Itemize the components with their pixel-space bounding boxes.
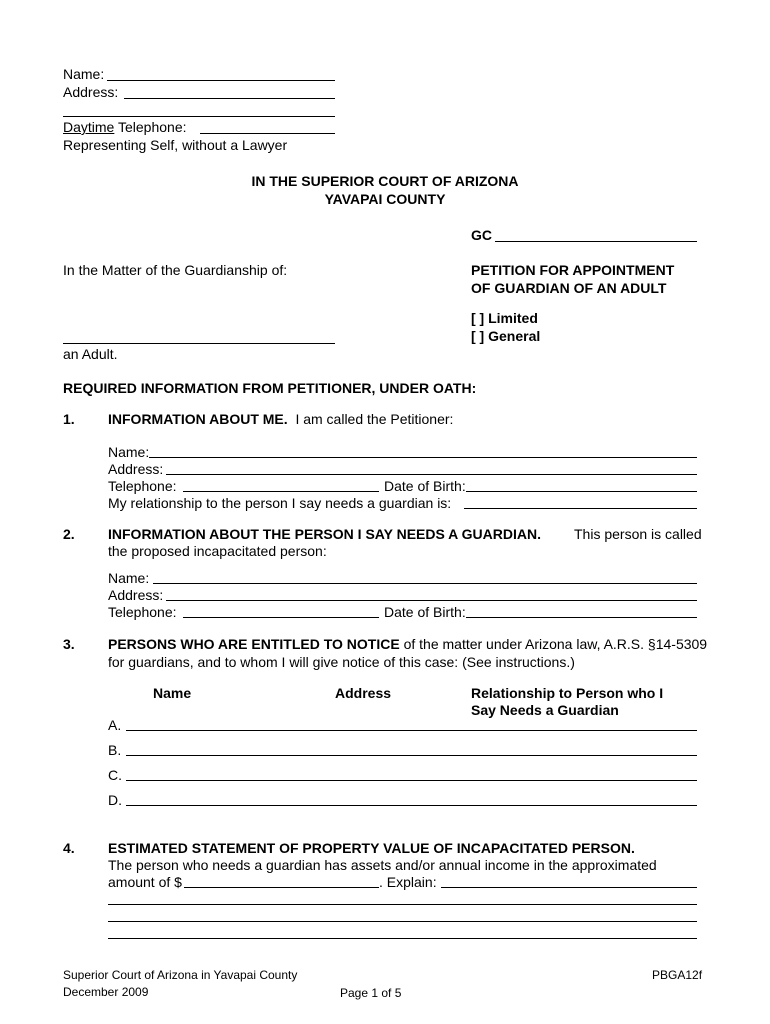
header-address-field[interactable] [124,98,335,99]
s1-relationship-field[interactable] [464,508,697,509]
header-telephone-label [63,119,187,136]
section-3-line-1 [108,636,707,653]
s1-dob-label: Date of Birth: [384,478,466,494]
s2-address-label: Address: [108,587,164,603]
notice-row-d-label: D. [108,792,122,808]
footer-date: December 2009 [63,985,149,999]
s1-address-label: Address: [108,461,164,477]
s2-dob-label: Date of Birth: [384,604,466,620]
amount-field[interactable] [184,887,379,888]
s1-relationship-label: My relationship to the person I say needs a guardian is: [108,495,452,511]
petition-title-2: OF GUARDIAN OF AN ADULT [471,280,667,296]
s2-address-field[interactable] [166,600,697,601]
section-4-text-1: The person who needs a guardian has assets and/or annual income in the approximated [108,857,657,873]
col-name-header: Name [153,685,192,701]
s1-address-field[interactable] [166,474,697,475]
s2-dob-field[interactable] [466,617,697,618]
col-relationship-header-2: Say Needs a Guardian [471,702,619,718]
footer-court: Superior Court of Arizona in Yavapai County [63,968,298,982]
required-heading: REQUIRED INFORMATION FROM PETITIONER, UNDER OATH: [63,380,477,396]
ward-name-field[interactable] [63,343,335,344]
notice-row-b-label: B. [108,742,122,758]
representing-text: Representing Self, without a Lawyer [63,137,288,153]
s1-name-field[interactable] [149,457,697,458]
col-address-header: Address [335,685,392,701]
telephone-word: Telephone: [114,119,187,135]
header-address-label: Address: [63,84,119,100]
matter-text: In the Matter of the Guardianship of: [63,262,288,278]
s2-name-field[interactable] [153,583,697,584]
s1-telephone-field[interactable] [183,491,379,492]
court-line-2: YAVAPAI COUNTY [324,191,446,207]
section-1-text: I am called the Petitioner: [295,411,454,427]
gc-field[interactable] [495,241,697,242]
section-3-text-2: for guardians, and to whom I will give notice of this case: (See instructions.) [108,654,575,670]
section-2-text-2: the proposed incapacitated person: [108,543,327,559]
header-name-label: Name: [63,66,105,82]
section-2-number: 2. [63,526,75,542]
footer-form-id: PBGA12f [652,968,703,982]
s1-dob-field[interactable] [466,491,697,492]
amount-label: amount of $ [108,874,182,890]
col-relationship-header-1: Relationship to Person who I [471,685,664,701]
section-4-number: 4. [63,840,75,856]
s1-telephone-label: Telephone: [108,478,177,494]
notice-row-a-field[interactable] [126,730,697,731]
explain-field-2[interactable] [108,904,697,905]
notice-row-c-label: C. [108,767,122,783]
section-3-heading: PERSONS WHO ARE ENTITLED TO NOTICE [108,636,400,652]
explain-field-4[interactable] [108,938,697,939]
section-1-intro [108,411,453,428]
header-telephone-field[interactable] [200,133,335,134]
explain-field[interactable] [441,887,697,888]
explain-label: . Explain: [379,874,437,890]
s2-name-label: Name: [108,570,150,586]
s2-telephone-field[interactable] [183,617,379,618]
header-name-field[interactable] [107,80,335,81]
court-line-1: IN THE SUPERIOR COURT OF ARIZONA [251,173,519,189]
petition-title-1: PETITION FOR APPOINTMENT [471,262,675,278]
section-3-number: 3. [63,636,75,652]
section-4-heading: ESTIMATED STATEMENT OF PROPERTY VALUE OF INCAPACITATED PERSON. [108,840,635,856]
gc-label: GC [471,227,492,243]
an-adult-text: an Adult. [63,346,118,362]
section-2-text-1: This person is called [574,526,702,542]
explain-field-3[interactable] [108,921,697,922]
limited-checkbox[interactable]: [ ] Limited [471,310,538,326]
header-address-field-2[interactable] [63,116,335,117]
section-3-text-1: of the matter under Arizona law, A.R.S. §14-5309 [399,636,708,652]
s1-name-label: Name: [108,444,150,460]
notice-row-a-label: A. [108,717,122,733]
s2-telephone-label: Telephone: [108,604,177,620]
section-2-heading: INFORMATION ABOUT THE PERSON I SAY NEEDS A GUARDIAN. [108,526,541,542]
footer-page-number: Page 1 of 5 [340,986,402,1000]
section-1-heading: INFORMATION ABOUT ME. [108,411,288,427]
section-1-number: 1. [63,411,75,427]
notice-row-c-field[interactable] [126,780,697,781]
general-checkbox[interactable]: [ ] General [471,328,541,344]
notice-row-d-field[interactable] [126,805,697,806]
daytime-word: Daytime [63,119,115,135]
notice-row-b-field[interactable] [126,755,697,756]
